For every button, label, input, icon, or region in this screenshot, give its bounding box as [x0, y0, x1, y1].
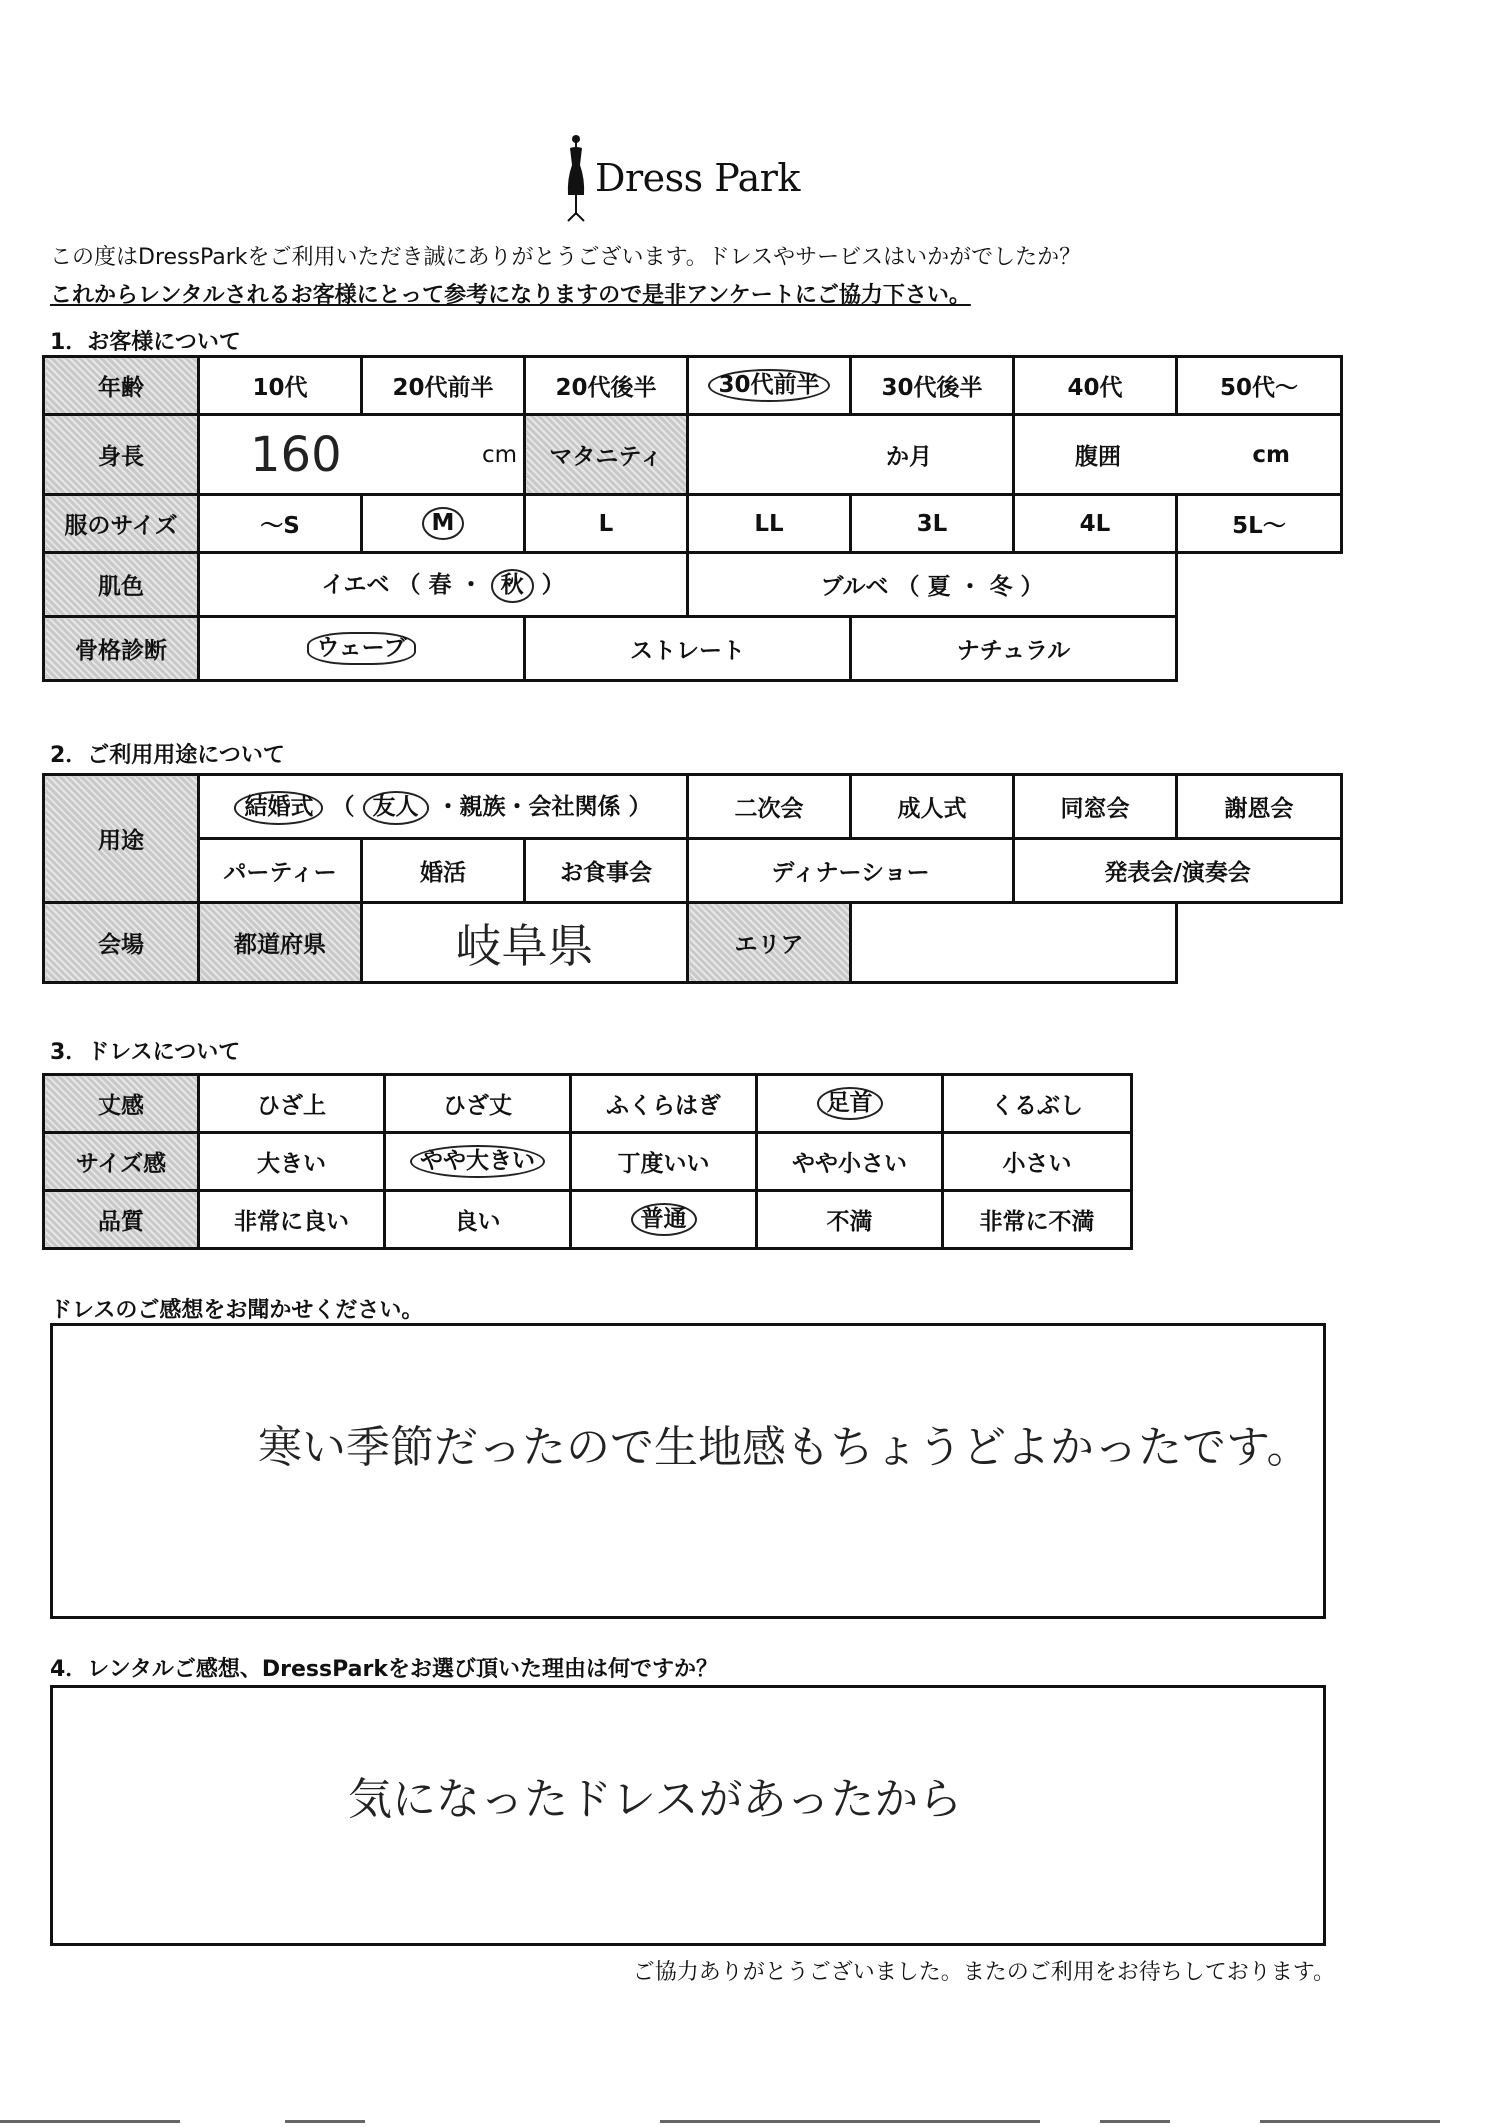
purpose-reunion[interactable]: 同窓会 [1014, 775, 1177, 839]
wedding-selected: 結婚式 [234, 791, 323, 824]
skin-yellow-suffix: ） [541, 572, 565, 599]
reason-answer-box[interactable] [50, 1685, 1326, 1946]
height-field[interactable] [199, 415, 525, 495]
prefecture-value: 岐阜県 [455, 918, 594, 973]
purpose-thanks-party[interactable]: 謝恩会 [1177, 775, 1342, 839]
skeleton-label: 骨格診断 [44, 617, 199, 681]
wedding-detail-rest: ・親族・会社関係 ） [436, 794, 652, 821]
scan-edge-line [1260, 2120, 1440, 2123]
section-2-title: 2．ご利用用途について [50, 743, 285, 768]
brand-logo [565, 130, 800, 225]
quality-selected: 普通 [631, 1203, 697, 1236]
fit-slightly-large[interactable] [385, 1133, 571, 1191]
size-option-m[interactable] [362, 495, 525, 553]
area-field[interactable] [851, 903, 1177, 983]
age-option-early-30s[interactable] [688, 357, 851, 415]
skin-autumn-selected: 秋 [491, 569, 534, 602]
dress-table [42, 1073, 1133, 1250]
size-option-ll[interactable]: LL [688, 495, 851, 553]
fit-just-right[interactable]: 丁度いい [571, 1133, 757, 1191]
age-selected-circle: 30代前半 [708, 369, 829, 402]
section-1-title: 1．お客様について [50, 330, 241, 355]
age-option-10s[interactable]: 10代 [199, 357, 362, 415]
quality-average[interactable] [571, 1191, 757, 1249]
purpose-label: 用途 [44, 775, 199, 903]
skin-blue-base[interactable]: ブルベ （ 夏 ・ 冬 ） [688, 553, 1177, 617]
usage-table [42, 773, 1343, 984]
maternity-unit: か月 [886, 444, 932, 470]
age-label: 年齢 [44, 357, 199, 415]
age-option-40s[interactable]: 40代 [1014, 357, 1177, 415]
length-knee[interactable]: ひざ丈 [385, 1075, 571, 1133]
size-selected-circle: M [422, 507, 465, 540]
purpose-coming-of-age[interactable]: 成人式 [851, 775, 1014, 839]
quality-good[interactable]: 良い [385, 1191, 571, 1249]
dress-form-icon [565, 133, 587, 223]
fit-label: サイズ感 [44, 1133, 199, 1191]
skin-yellow-base[interactable] [199, 553, 688, 617]
waist-label: 腹囲 [1075, 444, 1121, 470]
closing-message: ご協力ありがとうございました。またのご利用をお待ちしております。 [632, 1960, 1335, 1985]
age-option-late-20s[interactable]: 20代後半 [525, 357, 688, 415]
wedding-detail-prefix: （ [331, 794, 355, 821]
purpose-after-party[interactable]: 二次会 [688, 775, 851, 839]
skeleton-straight[interactable]: ストレート [525, 617, 851, 681]
waist-field[interactable] [1014, 415, 1342, 495]
size-label: 服のサイズ [44, 495, 199, 553]
length-anklebone[interactable]: くるぶし [943, 1075, 1132, 1133]
size-option-3l[interactable]: 3L [851, 495, 1014, 553]
skin-spring: 春 [428, 572, 452, 599]
waist-unit: cm [1252, 441, 1290, 468]
fit-selected: やや大きい [410, 1145, 545, 1178]
length-label: 丈感 [44, 1075, 199, 1133]
age-option-late-30s[interactable]: 30代後半 [851, 357, 1014, 415]
customer-info-table [42, 355, 1343, 682]
fit-slightly-small[interactable]: やや小さい [757, 1133, 943, 1191]
quality-poor[interactable]: 不満 [757, 1191, 943, 1249]
size-option-4l[interactable]: 4L [1014, 495, 1177, 553]
skeleton-wave[interactable] [199, 617, 525, 681]
scan-edge-line [285, 2120, 365, 2123]
quality-label: 品質 [44, 1191, 199, 1249]
area-label: エリア [688, 903, 851, 983]
purpose-recital[interactable]: 発表会/演奏会 [1014, 839, 1342, 903]
reason-answer-text: 気になったドレスがあったから [348, 1774, 963, 1825]
skeleton-wave-selected: ウェーブ [307, 632, 417, 665]
skeleton-natural[interactable]: ナチュラル [851, 617, 1177, 681]
maternity-label: マタニティ [525, 415, 688, 495]
fit-small[interactable]: 小さい [943, 1133, 1132, 1191]
prefecture-field[interactable] [362, 903, 688, 983]
scan-edge-line [0, 2120, 180, 2123]
quality-excellent[interactable]: 非常に良い [199, 1191, 385, 1249]
purpose-dinner-show[interactable]: ディナーショー [688, 839, 1014, 903]
length-selected: 足首 [817, 1087, 883, 1120]
skin-label: 肌色 [44, 553, 199, 617]
scan-edge-line [660, 2120, 1040, 2123]
venue-label: 会場 [44, 903, 199, 983]
height-value: 160 [250, 426, 342, 483]
size-option-l[interactable]: L [525, 495, 688, 553]
length-above-knee[interactable]: ひざ上 [199, 1075, 385, 1133]
intro-line-2: これからレンタルされるお客様にとって参考になりますので是非アンケートにご協力下さい。 [50, 283, 971, 308]
age-option-50s[interactable]: 50代～ [1177, 357, 1342, 415]
dress-comment-prompt: ドレスのご感想をお聞かせください。 [50, 1298, 424, 1323]
length-ankle[interactable] [757, 1075, 943, 1133]
scan-edge-line [1100, 2120, 1170, 2123]
section-4-title: 4．レンタルご感想、DressParkをお選び頂いた理由は何ですか？ [50, 1657, 718, 1682]
purpose-party[interactable]: パーティー [199, 839, 362, 903]
dress-comment-text: 寒い季節だったので生地感もちょうどよかったです。 [258, 1422, 1311, 1473]
brand-name: Dress Park [595, 155, 800, 200]
quality-very-poor[interactable]: 非常に不満 [943, 1191, 1132, 1249]
fit-large[interactable]: 大きい [199, 1133, 385, 1191]
size-option-s[interactable]: ～S [199, 495, 362, 553]
purpose-konkatsu[interactable]: 婚活 [362, 839, 525, 903]
length-calf[interactable]: ふくらはぎ [571, 1075, 757, 1133]
intro-line-1: この度はDressParkをご利用いただき誠にありがとうございます。ドレスやサービスはいかがでしたか？ [50, 245, 1082, 270]
prefecture-label: 都道府県 [199, 903, 362, 983]
wedding-friend-selected: 友人 [363, 791, 429, 824]
skin-sep: ・ [459, 572, 483, 599]
section-3-title: 3．ドレスについて [50, 1040, 241, 1065]
height-label: 身長 [44, 415, 199, 495]
height-unit: cm [481, 441, 517, 468]
maternity-field[interactable] [688, 415, 1014, 495]
size-option-5l[interactable]: 5L～ [1177, 495, 1342, 553]
skin-yellow-prefix: イエベ （ [321, 572, 421, 599]
purpose-dinner[interactable]: お食事会 [525, 839, 688, 903]
age-option-early-20s[interactable]: 20代前半 [362, 357, 525, 415]
dress-comment-box[interactable] [50, 1323, 1326, 1619]
purpose-wedding[interactable] [199, 775, 688, 839]
